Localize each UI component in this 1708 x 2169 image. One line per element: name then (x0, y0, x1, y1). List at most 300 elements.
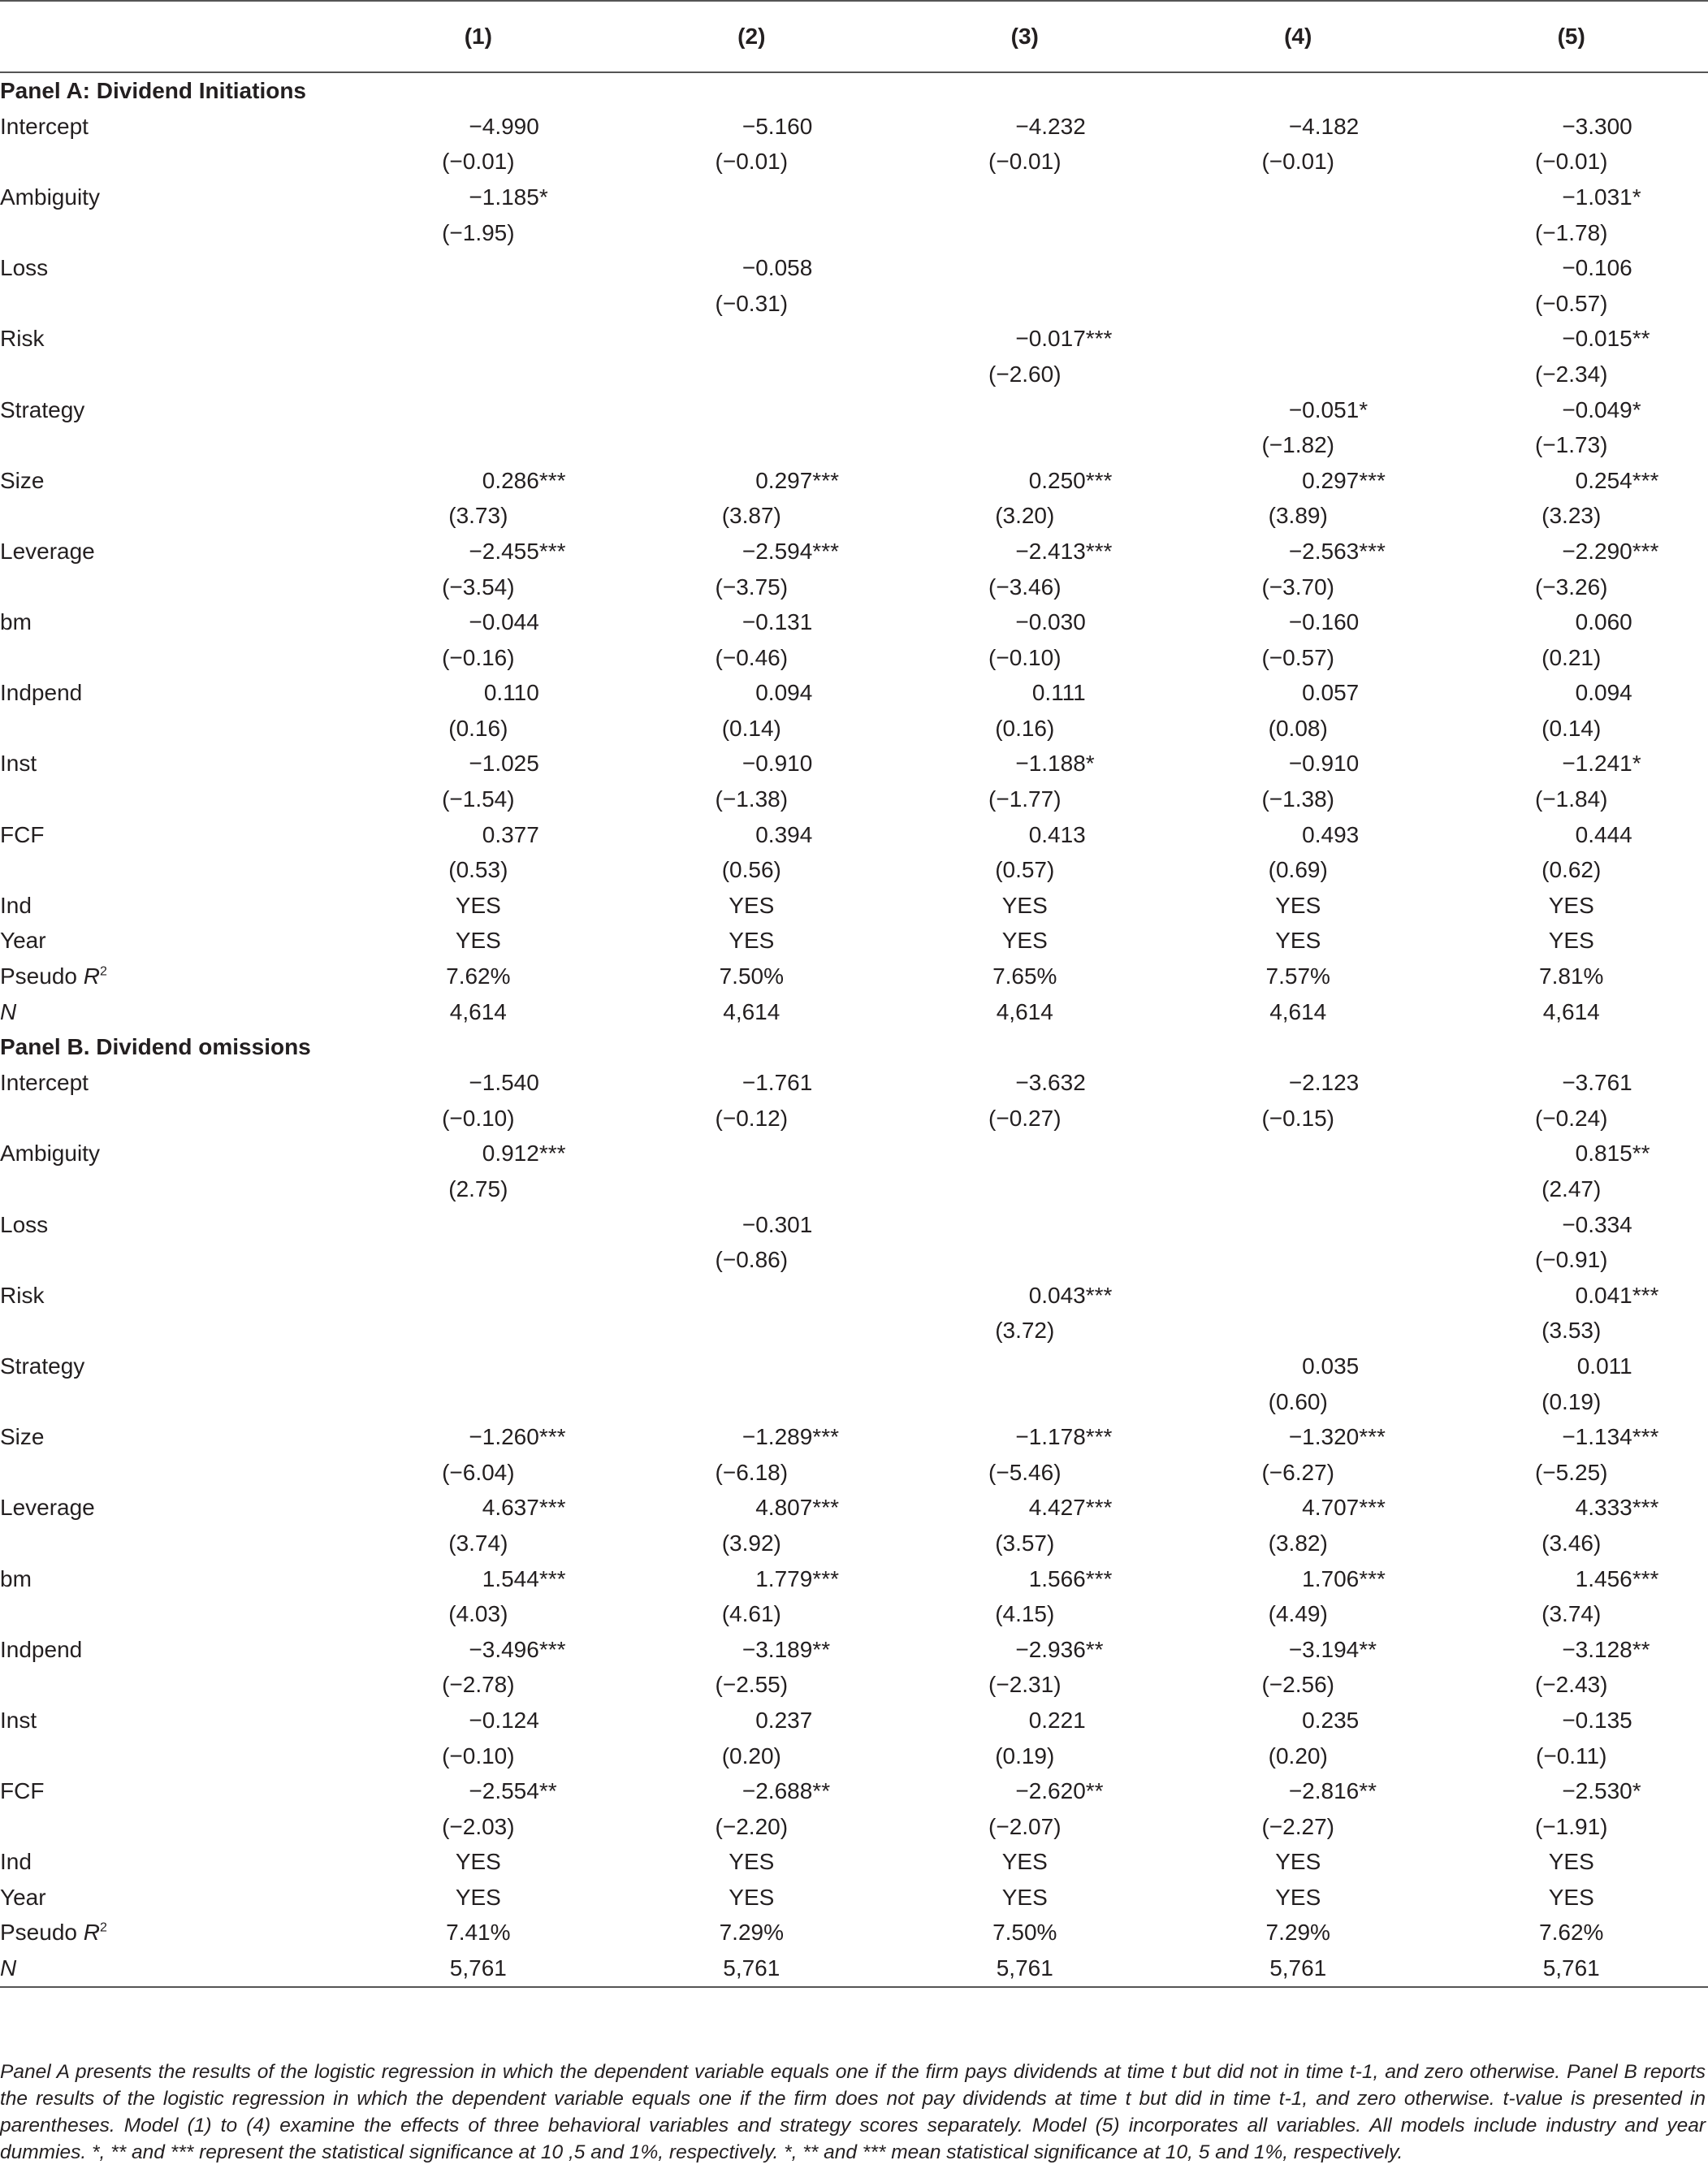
tstat-value: (−0.31) (715, 290, 789, 316)
coef-cell (889, 250, 1161, 286)
tstat-value: (−1.73) (1534, 432, 1608, 458)
coef-wrap (417, 609, 539, 635)
significance-stars: *** (538, 538, 566, 564)
coef-value: −0.106 (1562, 255, 1632, 281)
coef-wrap (1237, 1070, 1359, 1096)
coef-cell (889, 392, 1161, 428)
header-cell-model-3: (3) (889, 1, 1161, 72)
tstat-cell (615, 1314, 888, 1349)
coef-cell (1434, 1207, 1708, 1243)
coef-value: −1.031 (1562, 184, 1632, 210)
tstat-cell (1434, 1526, 1708, 1561)
coef-wrap (964, 1070, 1086, 1096)
coef-cell (1161, 817, 1434, 853)
tstat-cell (615, 1171, 888, 1207)
coef-row (0, 1065, 1708, 1101)
coef-cell (1434, 1703, 1708, 1738)
coef-cell (1161, 1632, 1434, 1668)
panel-title-row (0, 1029, 1708, 1065)
tstat-cell (889, 1668, 1161, 1704)
variable-label: FCF (0, 821, 45, 847)
tstat-cell (1161, 1242, 1434, 1278)
coef-value: 0.297 (755, 467, 813, 493)
coef-value: −2.123 (1288, 1070, 1360, 1096)
summary-value: YES (1548, 892, 1594, 918)
tstat-cell (342, 569, 615, 605)
tstat-row (0, 781, 1708, 817)
coef-cell (1434, 604, 1708, 640)
coef-wrap (417, 1636, 566, 1663)
coef-cell (1161, 1419, 1434, 1455)
coef-cell (1434, 1491, 1708, 1526)
tstat-value: (−0.01) (442, 149, 515, 175)
significance-stars: * (1359, 396, 1369, 422)
tstat-label-empty (0, 1314, 342, 1349)
tstat-row (0, 499, 1708, 535)
tstat-value: (0.20) (721, 1743, 781, 1769)
coef-cell (1434, 392, 1708, 428)
coef-value: −2.554 (469, 1778, 539, 1804)
tstat-cell (889, 1242, 1161, 1278)
coef-wrap (1511, 538, 1659, 565)
summary-value: YES (729, 892, 775, 918)
coef-row (0, 676, 1708, 712)
tstat-value: (0.69) (1268, 857, 1328, 883)
tstat-cell (1161, 1668, 1434, 1704)
tstat-label-empty (0, 640, 342, 676)
significance-stars: *** (1085, 326, 1113, 352)
tstat-value: (−6.27) (1261, 1459, 1334, 1485)
coef-value: −3.632 (1015, 1070, 1086, 1096)
coef-row (0, 392, 1708, 428)
coef-cell (1434, 534, 1708, 569)
significance-stars: *** (812, 467, 839, 493)
coef-wrap (690, 538, 839, 565)
coef-cell (1161, 250, 1434, 286)
tstat-value: (−3.46) (988, 574, 1062, 600)
coef-value: 0.297 (1302, 467, 1360, 493)
summary-value: YES (1548, 928, 1594, 954)
significance-stars: *** (1359, 1424, 1386, 1450)
table-footnote: Panel A presents the results of the logistic regression in which the dependent variable equals one if the firm pays dividends at time t but did not in time t-1, and zero otherwise. Panel B reports the results of the logistic regression in which the dependent variable equals one if the firm does not pay dividends at time t but did in time t-1, and zero otherwise. t-value is presented in parentheses. Model (1) to (4) examine the effects of three behavioral variables and strategy scores separately. Model (5) incorporates all variables. All models include industry and year dummies. *, ** and *** represent the statistical significance at 10 ,5 and 1%, respectively. *, ** and *** mean statistical significance at 10, 5 and 1%, respectively. (0, 2061, 1706, 2163)
coef-cell (889, 1703, 1161, 1738)
tstat-cell (615, 781, 888, 817)
coef-row (0, 1278, 1708, 1314)
tstat-value: (0.14) (721, 715, 781, 741)
coef-cell (889, 817, 1161, 853)
coef-wrap (1511, 1282, 1659, 1309)
tstat-value: (−0.11) (1536, 1743, 1607, 1769)
coef-wrap (1237, 1708, 1359, 1734)
coef-cell (1434, 1349, 1708, 1384)
tstat-value: (0.08) (1268, 715, 1328, 741)
significance-stars: * (1632, 751, 1641, 777)
summary-value: YES (1275, 928, 1321, 954)
coef-cell (615, 817, 888, 853)
coef-cell (342, 250, 615, 286)
coef-value: −3.496 (469, 1636, 539, 1662)
significance-stars: *** (1632, 467, 1659, 493)
summary-value: 5,761 (1161, 1950, 1434, 1987)
coef-value: −2.936 (1015, 1636, 1086, 1662)
coef-value: −3.189 (742, 1636, 813, 1662)
significance-stars: ** (1085, 1636, 1104, 1662)
tstat-cell (615, 711, 888, 747)
tstat-value: (−0.01) (988, 149, 1062, 175)
tstat-cell (342, 1171, 615, 1207)
tstat-cell (615, 1384, 888, 1420)
coef-cell (1434, 250, 1708, 286)
tstat-cell (615, 1526, 888, 1561)
tstat-cell (889, 1314, 1161, 1349)
variable-label: Indpend (0, 1636, 83, 1662)
coef-wrap (964, 467, 1113, 494)
significance-stars: ** (1632, 1141, 1650, 1167)
panel-a-body (0, 72, 1708, 1029)
coef-value: 0.493 (1302, 821, 1360, 847)
tstat-label-empty (0, 499, 342, 535)
tstat-label-empty (0, 1596, 342, 1632)
coef-wrap (1511, 1708, 1632, 1734)
coef-cell (342, 392, 615, 428)
significance-stars: *** (1085, 538, 1113, 564)
coef-cell (889, 1491, 1161, 1526)
coef-wrap (1237, 1353, 1359, 1379)
tstat-value: (4.61) (721, 1601, 781, 1627)
significance-stars: *** (1085, 1565, 1113, 1591)
tstat-value: (−3.26) (1534, 574, 1608, 600)
header-cell-stub (0, 1, 342, 72)
coef-value: 0.035 (1302, 1353, 1360, 1379)
significance-stars: *** (812, 1424, 839, 1450)
coef-wrap (417, 1141, 566, 1167)
coef-value: 0.250 (1028, 467, 1086, 493)
coef-value: 4.807 (755, 1495, 813, 1521)
summary-value: 7.50% (719, 963, 784, 989)
tstat-cell (889, 1384, 1161, 1420)
tstat-cell (342, 1596, 615, 1632)
tstat-row (0, 640, 1708, 676)
tstat-cell (342, 711, 615, 747)
tstat-cell (342, 1738, 615, 1774)
tstat-cell (889, 1455, 1161, 1491)
tstat-label-empty (0, 569, 342, 605)
significance-stars: *** (538, 467, 566, 493)
coef-cell (889, 604, 1161, 640)
coef-value: −2.594 (742, 538, 813, 564)
coef-cell (1161, 604, 1434, 640)
summary-label: Ind (0, 892, 32, 918)
coef-row (0, 534, 1708, 569)
coef-value: 0.110 (483, 680, 539, 706)
coef-value: −2.413 (1015, 538, 1086, 564)
tstat-row (0, 1171, 1708, 1207)
tstat-label-empty (0, 1526, 342, 1561)
summary-value: 4,614 (1269, 998, 1327, 1024)
coef-wrap (1511, 751, 1641, 777)
summary-value: 7.81% (1539, 963, 1604, 989)
tstat-cell (1161, 569, 1434, 605)
coef-cell (1434, 1136, 1708, 1172)
tstat-label-empty (0, 1171, 342, 1207)
tstat-row (0, 1242, 1708, 1278)
coef-cell (889, 1561, 1161, 1597)
coef-wrap (690, 1708, 812, 1734)
tstat-value: (−2.03) (442, 1813, 515, 1839)
tstat-value: (3.46) (1542, 1530, 1602, 1556)
coef-cell (889, 1065, 1161, 1101)
coef-cell (1161, 1065, 1434, 1101)
tstat-cell (889, 357, 1161, 392)
coef-wrap (964, 751, 1095, 777)
coef-value: −0.058 (742, 255, 813, 281)
tstat-cell (1161, 1314, 1434, 1349)
coef-cell (615, 534, 888, 569)
tstat-row (0, 852, 1708, 888)
coef-row (0, 1136, 1708, 1172)
coef-wrap (690, 822, 812, 848)
panel-b-body (0, 1029, 1708, 1986)
coef-value: 1.566 (1028, 1565, 1086, 1591)
coef-value: −0.124 (469, 1707, 539, 1733)
coef-value: −1.025 (469, 751, 539, 777)
tstat-cell (615, 1809, 888, 1845)
coef-row (0, 1703, 1708, 1738)
coef-cell (889, 1419, 1161, 1455)
coef-cell (889, 534, 1161, 569)
tstat-cell (342, 1314, 615, 1349)
coef-wrap (964, 1282, 1113, 1309)
significance-stars: ** (538, 1778, 557, 1804)
tstat-cell (1434, 499, 1708, 535)
coef-wrap (1237, 751, 1359, 777)
coef-wrap (964, 538, 1113, 565)
tstat-cell (1161, 1596, 1434, 1632)
significance-stars: *** (812, 1565, 839, 1591)
significance-stars: * (1632, 1778, 1641, 1804)
coef-value: −0.301 (742, 1211, 813, 1237)
summary-value: YES (729, 1849, 775, 1875)
summary-label: Pseudo $R^2$ (0, 1920, 107, 1946)
summary-value: 4,614 (449, 998, 507, 1024)
coef-row (0, 1419, 1708, 1455)
tstat-value: (3.73) (448, 503, 508, 529)
tstat-row (0, 357, 1708, 392)
coef-value: −1.241 (1562, 751, 1632, 777)
coef-value: 4.333 (1575, 1495, 1632, 1521)
summary-row (0, 888, 1708, 924)
tstat-label-empty (0, 1809, 342, 1845)
tstat-label-empty (0, 286, 342, 322)
significance-stars: ** (1632, 326, 1650, 352)
coef-cell (1161, 109, 1434, 145)
coef-value: −1.320 (1288, 1424, 1360, 1450)
tstat-cell (1434, 215, 1708, 251)
coef-value: 4.637 (482, 1495, 539, 1521)
tstat-cell (1434, 711, 1708, 747)
summary-value: YES (455, 892, 501, 918)
tstat-value: (−1.77) (988, 786, 1062, 812)
coef-cell (615, 322, 888, 357)
coef-row (0, 322, 1708, 357)
tstat-cell (1434, 781, 1708, 817)
tstat-row (0, 427, 1708, 463)
coef-value: −3.761 (1562, 1070, 1632, 1096)
coef-row (0, 1561, 1708, 1597)
tstat-value: (0.14) (1542, 715, 1602, 741)
tstat-cell (1161, 640, 1434, 676)
coef-cell (342, 1491, 615, 1526)
coef-value: 1.706 (1302, 1565, 1360, 1591)
coef-row (0, 604, 1708, 640)
tstat-row (0, 711, 1708, 747)
tstat-value: (3.87) (721, 503, 781, 529)
tstat-cell (1434, 1738, 1708, 1774)
coef-row (0, 747, 1708, 782)
significance-stars: *** (1085, 1424, 1113, 1450)
coef-cell (342, 1278, 615, 1314)
tstat-value: (0.21) (1542, 644, 1602, 670)
summary-value: YES (729, 1884, 775, 1910)
coef-value: −0.334 (1562, 1211, 1632, 1237)
tstat-value: (−2.56) (1261, 1672, 1334, 1698)
coef-wrap (690, 1070, 812, 1096)
coef-wrap (1237, 1565, 1386, 1592)
coef-cell (342, 1349, 615, 1384)
summary-row (0, 1845, 1708, 1881)
tstat-cell (342, 1809, 615, 1845)
coef-row (0, 1207, 1708, 1243)
significance-stars: * (538, 184, 548, 210)
tstat-cell (1161, 852, 1434, 888)
coef-row (0, 463, 1708, 499)
coef-cell (1434, 322, 1708, 357)
summary-value: 7.57% (1265, 963, 1330, 989)
tstat-value: (−3.54) (442, 574, 515, 600)
coef-cell (342, 1419, 615, 1455)
tstat-label-empty (0, 1455, 342, 1491)
tstat-cell (1434, 1314, 1708, 1349)
coef-cell (889, 1632, 1161, 1668)
tstat-value: (−0.91) (1534, 1247, 1608, 1273)
tstat-value: (−1.38) (715, 786, 789, 812)
header-cell-model-2: (2) (615, 1, 888, 72)
summary-value: YES (1548, 1849, 1594, 1875)
coef-cell (889, 109, 1161, 145)
coef-value: −1.134 (1562, 1424, 1632, 1450)
coef-cell (615, 1703, 888, 1738)
coef-wrap (1237, 1424, 1386, 1450)
coef-wrap (690, 114, 812, 140)
coef-row (0, 1491, 1708, 1526)
coef-value: −4.990 (469, 113, 539, 139)
coef-cell (1161, 1136, 1434, 1172)
coef-value: 0.060 (1575, 609, 1632, 635)
significance-stars: *** (812, 1495, 839, 1521)
tstat-value: (0.62) (1542, 857, 1602, 883)
significance-stars: * (1632, 396, 1641, 422)
tstat-value: (0.19) (1542, 1388, 1602, 1414)
tstat-value: (−0.57) (1534, 290, 1608, 316)
tstat-value: (3.53) (1542, 1318, 1602, 1344)
tstat-cell (615, 357, 888, 392)
coef-value: −0.051 (1288, 396, 1360, 422)
tstat-cell (615, 427, 888, 463)
summary-label: Year (0, 1884, 46, 1910)
coef-value: −1.260 (469, 1424, 539, 1450)
coef-value: −0.015 (1562, 326, 1632, 352)
coef-wrap (964, 609, 1086, 635)
coef-wrap (1511, 1212, 1632, 1238)
tstat-label-empty (0, 427, 342, 463)
variable-label: Strategy (0, 1353, 85, 1379)
coef-value: 0.413 (1028, 821, 1086, 847)
coef-value: −2.816 (1288, 1778, 1360, 1804)
tstat-cell (1161, 145, 1434, 180)
significance-stars: *** (1359, 1565, 1386, 1591)
tstat-cell (342, 781, 615, 817)
coef-value: 0.444 (1575, 821, 1632, 847)
coef-wrap (964, 680, 1086, 706)
tstat-value: (4.49) (1268, 1601, 1328, 1627)
tstat-row (0, 1596, 1708, 1632)
coef-value: −0.044 (469, 609, 539, 635)
tstat-value: (−0.01) (715, 149, 789, 175)
tstat-value: (0.16) (448, 715, 508, 741)
tstat-cell (615, 1596, 888, 1632)
coef-cell (615, 676, 888, 712)
significance-stars: ** (812, 1636, 831, 1662)
coef-wrap (1511, 1353, 1632, 1379)
tstat-cell (1434, 1668, 1708, 1704)
variable-label: Inst (0, 1707, 37, 1733)
coef-value: 0.254 (1575, 467, 1632, 493)
significance-stars: *** (1632, 1565, 1659, 1591)
coef-value: −1.540 (469, 1070, 539, 1096)
tstat-value: (−0.86) (715, 1247, 789, 1273)
panel-title-row (0, 72, 1708, 109)
tstat-cell (342, 1384, 615, 1420)
coef-wrap (964, 1565, 1113, 1592)
summary-label: Ind (0, 1849, 32, 1875)
variable-label: Ambiguity (0, 1141, 100, 1167)
tstat-value: (3.57) (995, 1530, 1055, 1556)
coef-value: 1.779 (755, 1565, 813, 1591)
tstat-value: (−1.78) (1534, 219, 1608, 245)
coef-cell (1434, 747, 1708, 782)
summary-value: 4,614 (996, 998, 1053, 1024)
variable-label: Ambiguity (0, 184, 100, 210)
variable-label: Intercept (0, 113, 89, 139)
tstat-cell (1434, 852, 1708, 888)
coef-cell (615, 392, 888, 428)
coef-wrap (1237, 1778, 1377, 1804)
coef-value: 0.221 (1028, 1707, 1086, 1733)
tstat-value: (0.57) (995, 857, 1055, 883)
coef-wrap (1511, 822, 1632, 848)
coef-cell (342, 322, 615, 357)
significance-stars: ** (1359, 1778, 1377, 1804)
tstat-row (0, 1384, 1708, 1420)
summary-value: 4,614 (723, 998, 780, 1024)
coef-row (0, 1632, 1708, 1668)
n-label: N (0, 998, 17, 1024)
tstat-cell (342, 1668, 615, 1704)
coef-wrap (1511, 1424, 1659, 1450)
significance-stars: *** (1632, 1424, 1659, 1450)
coef-cell (615, 747, 888, 782)
coef-cell (615, 180, 888, 215)
